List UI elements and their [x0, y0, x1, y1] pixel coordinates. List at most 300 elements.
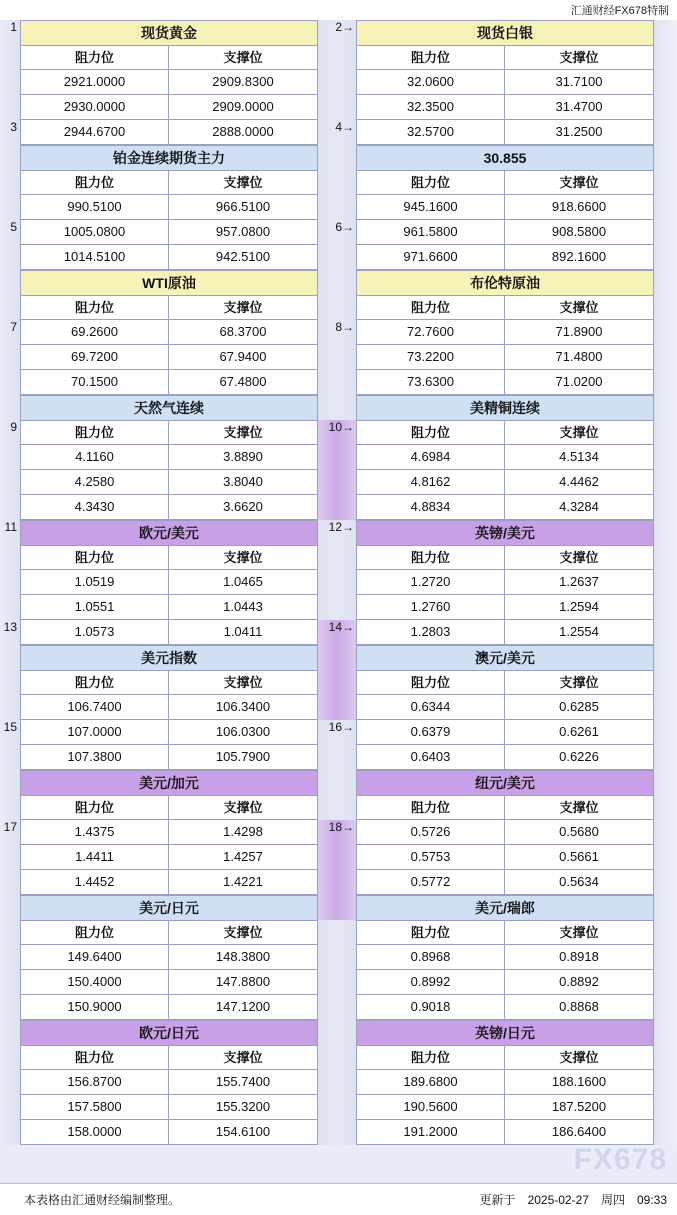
support-value: 1.0443 [223, 599, 263, 614]
resistance-value: 158.0000 [21, 1120, 169, 1144]
table-row [356, 745, 654, 770]
resistance-value: 191.2000 [357, 1120, 505, 1144]
support-value: 2909.0000 [212, 99, 274, 114]
block-index-marker [318, 620, 356, 720]
table-row [356, 195, 654, 220]
table-row [356, 70, 654, 95]
table-row [20, 970, 318, 995]
quote-table-header [356, 420, 654, 445]
support-value: 2909.8300 [212, 74, 274, 89]
table-row [356, 120, 654, 145]
support-value: 155.3200 [215, 1099, 271, 1114]
header-support: 支撑位 [559, 800, 599, 815]
table-row [356, 1070, 654, 1095]
table-row [356, 595, 654, 620]
support-value: 71.0200 [555, 374, 603, 389]
table-row [356, 495, 654, 520]
block-index-marker [0, 820, 20, 920]
support-value: 67.4800 [219, 374, 267, 389]
support-value: 1.0411 [223, 624, 263, 639]
watermark: FX678 [573, 1143, 667, 1176]
support-value: 0.8892 [559, 974, 599, 989]
right-edge-strip [654, 20, 677, 1145]
resistance-value: 2921.0000 [21, 70, 169, 94]
resistance-value: 157.5800 [21, 1095, 169, 1119]
support-value: 0.5680 [559, 824, 599, 839]
support-value: 892.1600 [551, 249, 607, 264]
support-value: 4.4462 [559, 474, 599, 489]
support-value: 1.0465 [223, 574, 263, 589]
table-row [20, 1120, 318, 1145]
header-support: 支撑位 [559, 1050, 599, 1065]
block-index-marker [0, 520, 20, 620]
header-resistance: 阻力位 [21, 296, 169, 319]
support-value: 31.2500 [555, 124, 603, 139]
quote-block-title: 英镑/美元 [356, 520, 654, 545]
quote-block-title: 铂金连续期货主力 [20, 145, 318, 170]
quote-table-header [20, 45, 318, 70]
header-support: 支撑位 [559, 175, 599, 190]
block-index-marker [0, 320, 20, 420]
header-support: 支撑位 [223, 800, 263, 815]
resistance-value: 190.5600 [357, 1095, 505, 1119]
block-index-label: 12→ [328, 520, 354, 534]
resistance-value: 32.3500 [357, 95, 505, 119]
header-resistance: 阻力位 [357, 1046, 505, 1069]
resistance-value: 0.6403 [357, 745, 505, 769]
quote-block [356, 270, 654, 395]
support-value: 0.8918 [559, 949, 599, 964]
support-value: 957.0800 [215, 224, 271, 239]
resistance-value: 0.5772 [357, 870, 505, 894]
block-index-marker [0, 120, 20, 220]
resistance-value: 990.5100 [21, 195, 169, 219]
header-support: 支撑位 [223, 675, 263, 690]
quote-table-header [356, 1045, 654, 1070]
header-support: 支撑位 [559, 925, 599, 940]
resistance-value: 32.0600 [357, 70, 505, 94]
resistance-value: 32.5700 [357, 120, 505, 144]
resistance-value: 945.1600 [357, 195, 505, 219]
support-value: 3.6620 [223, 499, 263, 514]
block-index-marker [318, 120, 356, 220]
support-value: 71.4800 [555, 349, 603, 364]
support-value: 0.6285 [559, 699, 599, 714]
quote-table-header [356, 295, 654, 320]
table-row [20, 845, 318, 870]
block-index-label: 17 [3, 820, 17, 834]
quote-block [356, 395, 654, 520]
header-support: 支撑位 [559, 425, 599, 440]
quote-block-title: 纽元/美元 [356, 770, 654, 795]
resistance-value: 0.9018 [357, 995, 505, 1019]
table-row [20, 595, 318, 620]
support-value: 31.4700 [555, 99, 603, 114]
resistance-value: 69.2600 [21, 320, 169, 344]
table-row [356, 870, 654, 895]
table-row [356, 1095, 654, 1120]
left-blocks-column [20, 20, 318, 1145]
quote-table-header [20, 170, 318, 195]
header-resistance: 阻力位 [21, 921, 169, 944]
header-resistance: 阻力位 [21, 421, 169, 444]
header-support: 支撑位 [559, 300, 599, 315]
header-resistance: 阻力位 [357, 671, 505, 694]
resistance-value: 107.0000 [21, 720, 169, 744]
support-value: 105.7900 [215, 749, 271, 764]
table-row [20, 1095, 318, 1120]
table-row [356, 95, 654, 120]
block-index-marker [0, 620, 20, 720]
block-index-marker [318, 20, 356, 120]
resistance-value: 4.8162 [357, 470, 505, 494]
updated-date: 2025-02-27 [527, 1192, 589, 1207]
block-index-marker [0, 220, 20, 320]
resistance-value: 0.6344 [357, 695, 505, 719]
resistance-value: 0.5753 [357, 845, 505, 869]
table-row [356, 220, 654, 245]
table-row [20, 945, 318, 970]
right-blocks-column [356, 20, 654, 1145]
resistance-value: 149.6400 [21, 945, 169, 969]
resistance-value: 1.4452 [21, 870, 169, 894]
table-row [20, 695, 318, 720]
quote-block-title: WTI原油 [20, 270, 318, 295]
table-row [356, 320, 654, 345]
block-index-label: 6→ [335, 220, 354, 234]
block-index-label: 5 [10, 220, 17, 234]
resistance-value: 4.3430 [21, 495, 169, 519]
header-resistance: 阻力位 [357, 546, 505, 569]
resistance-value: 70.1500 [21, 370, 169, 394]
updated-label: 更新于 [479, 1193, 516, 1207]
quote-block [356, 520, 654, 645]
resistance-value: 73.2200 [357, 345, 505, 369]
table-row [20, 445, 318, 470]
table-row [20, 470, 318, 495]
table-row [356, 845, 654, 870]
table-row [20, 120, 318, 145]
table-row [356, 620, 654, 645]
table-row [356, 945, 654, 970]
table-row [20, 345, 318, 370]
table-row [20, 870, 318, 895]
table-row [20, 95, 318, 120]
quote-grid [0, 20, 677, 1145]
resistance-value: 4.8834 [357, 495, 505, 519]
quote-block [20, 520, 318, 645]
support-value: 4.5134 [559, 449, 599, 464]
block-index-label: 11 [4, 520, 17, 534]
quote-block [356, 20, 654, 145]
table-row [20, 195, 318, 220]
table-row [356, 720, 654, 745]
block-index-label: 1 [10, 20, 17, 34]
block-index-label: 9 [10, 420, 17, 434]
header-support: 支撑位 [223, 925, 263, 940]
support-value: 188.1600 [551, 1074, 607, 1089]
support-value: 1.4221 [223, 874, 263, 889]
resistance-value: 0.6379 [357, 720, 505, 744]
support-value: 918.6600 [551, 199, 607, 214]
quote-block [20, 770, 318, 895]
quote-table-header [20, 795, 318, 820]
table-row [356, 995, 654, 1020]
quote-table-header [20, 920, 318, 945]
resistance-value: 0.8992 [357, 970, 505, 994]
block-index-marker [318, 320, 356, 420]
quote-block-title: 美精铜连续 [356, 395, 654, 420]
block-index-marker [318, 420, 356, 520]
quote-block [20, 20, 318, 145]
block-index-marker [0, 720, 20, 820]
header-resistance: 阻力位 [21, 46, 169, 69]
quote-table-header [356, 920, 654, 945]
support-value: 187.5200 [551, 1099, 607, 1114]
table-row [356, 970, 654, 995]
block-index-label: 13 [3, 620, 17, 634]
support-value: 942.5100 [215, 249, 271, 264]
quote-table-header [356, 45, 654, 70]
table-row [20, 570, 318, 595]
left-index-column [0, 20, 20, 1145]
resistance-value: 73.6300 [357, 370, 505, 394]
resistance-value: 4.6984 [357, 445, 505, 469]
header-resistance: 阻力位 [357, 921, 505, 944]
table-row [20, 70, 318, 95]
table-row [20, 495, 318, 520]
quote-block-title: 现货白银 [356, 20, 654, 45]
header-support: 支撑位 [559, 550, 599, 565]
support-value: 1.2554 [559, 624, 599, 639]
resistance-value: 106.7400 [21, 695, 169, 719]
resistance-value: 4.1160 [21, 445, 169, 469]
quote-block-title: 欧元/美元 [20, 520, 318, 545]
table-row [20, 1070, 318, 1095]
quote-block [20, 395, 318, 520]
footer-update-group [480, 1191, 667, 1208]
support-value: 1.2637 [559, 574, 599, 589]
resistance-value: 1014.5100 [21, 245, 169, 269]
resistance-value: 1.2760 [357, 595, 505, 619]
resistance-value: 2930.0000 [21, 95, 169, 119]
header-resistance: 阻力位 [21, 546, 169, 569]
block-index-marker [318, 720, 356, 820]
table-row [20, 620, 318, 645]
table-row [20, 820, 318, 845]
table-row [356, 695, 654, 720]
table-row [20, 245, 318, 270]
support-value: 71.8900 [555, 324, 603, 339]
resistance-value: 156.8700 [21, 1070, 169, 1094]
quote-block-title: 30.855 [356, 145, 654, 170]
support-value: 147.8800 [215, 974, 271, 989]
header-resistance: 阻力位 [21, 796, 169, 819]
header-resistance: 阻力位 [357, 421, 505, 444]
support-value: 3.8040 [223, 474, 263, 489]
quote-block-title: 澳元/美元 [356, 645, 654, 670]
header-support: 支撑位 [559, 675, 599, 690]
quote-table-header [356, 795, 654, 820]
footer-bar [0, 1183, 677, 1215]
support-value: 1.4257 [223, 849, 263, 864]
block-index-label: 14→ [328, 620, 354, 634]
support-value: 4.3284 [559, 499, 599, 514]
resistance-value: 4.2580 [21, 470, 169, 494]
block-index-label: 7 [10, 320, 17, 334]
quote-block-title: 英镑/日元 [356, 1020, 654, 1045]
table-row [356, 245, 654, 270]
quote-block [356, 145, 654, 270]
table-row [356, 370, 654, 395]
quote-block-title: 美元指数 [20, 645, 318, 670]
table-row [356, 470, 654, 495]
table-row [20, 745, 318, 770]
quote-table-header [20, 545, 318, 570]
quote-table-header [20, 1045, 318, 1070]
support-value: 0.6261 [559, 724, 599, 739]
resistance-value: 1.0519 [21, 570, 169, 594]
support-value: 3.8890 [223, 449, 263, 464]
resistance-value: 1.0551 [21, 595, 169, 619]
resistance-value: 150.9000 [21, 995, 169, 1019]
header-support: 支撑位 [223, 425, 263, 440]
quote-block [356, 770, 654, 895]
updated-weekday: 周四 [600, 1193, 625, 1207]
resistance-value: 961.5800 [357, 220, 505, 244]
header-support: 支撑位 [223, 300, 263, 315]
header-support: 支撑位 [223, 1050, 263, 1065]
quote-block [20, 270, 318, 395]
quote-table-header [20, 295, 318, 320]
block-index-marker [318, 520, 356, 620]
support-value: 0.8868 [559, 999, 599, 1014]
support-value: 186.6400 [551, 1124, 607, 1139]
header-resistance: 阻力位 [21, 171, 169, 194]
brand-label: 汇通财经FX678特制 [570, 5, 669, 17]
resistance-value: 0.8968 [357, 945, 505, 969]
support-value: 106.3400 [215, 699, 271, 714]
table-row [20, 220, 318, 245]
resistance-value: 0.5726 [357, 820, 505, 844]
quote-block [20, 1020, 318, 1145]
resistance-value: 2944.6700 [21, 120, 169, 144]
table-row [356, 445, 654, 470]
support-value: 67.9400 [219, 349, 267, 364]
support-value: 31.7100 [555, 74, 603, 89]
quote-block-title: 美元/日元 [20, 895, 318, 920]
table-row [20, 720, 318, 745]
support-value: 1.2594 [559, 599, 599, 614]
quote-block-title: 欧元/日元 [20, 1020, 318, 1045]
table-row [20, 320, 318, 345]
support-value: 2888.0000 [212, 124, 274, 139]
resistance-value: 72.7600 [357, 320, 505, 344]
resistance-value: 1.0573 [21, 620, 169, 644]
resistance-value: 1.4375 [21, 820, 169, 844]
support-value: 68.3700 [219, 324, 267, 339]
quote-block [356, 1020, 654, 1145]
block-index-label: 2→ [335, 20, 354, 34]
quote-block-title: 美元/瑞郎 [356, 895, 654, 920]
updated-time: 09:33 [636, 1192, 667, 1207]
block-index-label: 15 [3, 720, 17, 734]
header-support: 支撑位 [223, 50, 263, 65]
quote-block [20, 645, 318, 770]
right-index-column [318, 20, 356, 1145]
quote-block [20, 145, 318, 270]
quote-block-title: 美元/加元 [20, 770, 318, 795]
block-index-label: 4→ [335, 120, 354, 134]
resistance-value: 107.3800 [21, 745, 169, 769]
block-index-marker [0, 420, 20, 520]
block-index-label: 16→ [328, 720, 354, 734]
block-index-marker [0, 20, 20, 120]
quote-table-header [356, 170, 654, 195]
resistance-value: 1.2803 [357, 620, 505, 644]
block-index-label: 18→ [328, 820, 354, 834]
header-resistance: 阻力位 [21, 1046, 169, 1069]
header-resistance: 阻力位 [21, 671, 169, 694]
table-row [356, 820, 654, 845]
resistance-value: 189.6800 [357, 1070, 505, 1094]
support-value: 155.7400 [215, 1074, 271, 1089]
resistance-value: 1005.0800 [21, 220, 169, 244]
header-resistance: 阻力位 [357, 46, 505, 69]
quote-block [356, 895, 654, 1020]
header-resistance: 阻力位 [357, 296, 505, 319]
support-value: 147.1200 [215, 999, 271, 1014]
quote-block [356, 645, 654, 770]
header-resistance: 阻力位 [357, 171, 505, 194]
table-row [20, 995, 318, 1020]
resistance-value: 971.6600 [357, 245, 505, 269]
table-row [356, 1120, 654, 1145]
top-header-bar [0, 0, 677, 20]
table-row [20, 370, 318, 395]
header-resistance: 阻力位 [357, 796, 505, 819]
table-row [356, 570, 654, 595]
header-support: 支撑位 [223, 175, 263, 190]
block-index-label: 8→ [335, 320, 354, 334]
support-value: 0.5661 [559, 849, 599, 864]
block-index-marker [318, 820, 356, 920]
quote-table-header [20, 670, 318, 695]
support-value: 966.5100 [215, 199, 271, 214]
support-value: 106.0300 [215, 724, 271, 739]
support-value: 0.5634 [559, 874, 599, 889]
header-support: 支撑位 [223, 550, 263, 565]
resistance-value: 1.2720 [357, 570, 505, 594]
quote-block [20, 895, 318, 1020]
quote-block-title: 布伦特原油 [356, 270, 654, 295]
resistance-value: 69.7200 [21, 345, 169, 369]
block-index-label: 10→ [328, 420, 354, 434]
support-value: 0.6226 [559, 749, 599, 764]
support-value: 1.4298 [223, 824, 263, 839]
quote-block-title: 天然气连续 [20, 395, 318, 420]
resistance-value: 150.4000 [21, 970, 169, 994]
quote-table-header [356, 670, 654, 695]
quote-block-title: 现货黄金 [20, 20, 318, 45]
support-value: 908.5800 [551, 224, 607, 239]
header-support: 支撑位 [559, 50, 599, 65]
quote-table-header [356, 545, 654, 570]
block-index-label: 3 [10, 120, 17, 134]
footer-note: 本表格由汇通财经编制整理。 [24, 1193, 181, 1207]
support-value: 148.3800 [215, 949, 271, 964]
table-row [356, 345, 654, 370]
